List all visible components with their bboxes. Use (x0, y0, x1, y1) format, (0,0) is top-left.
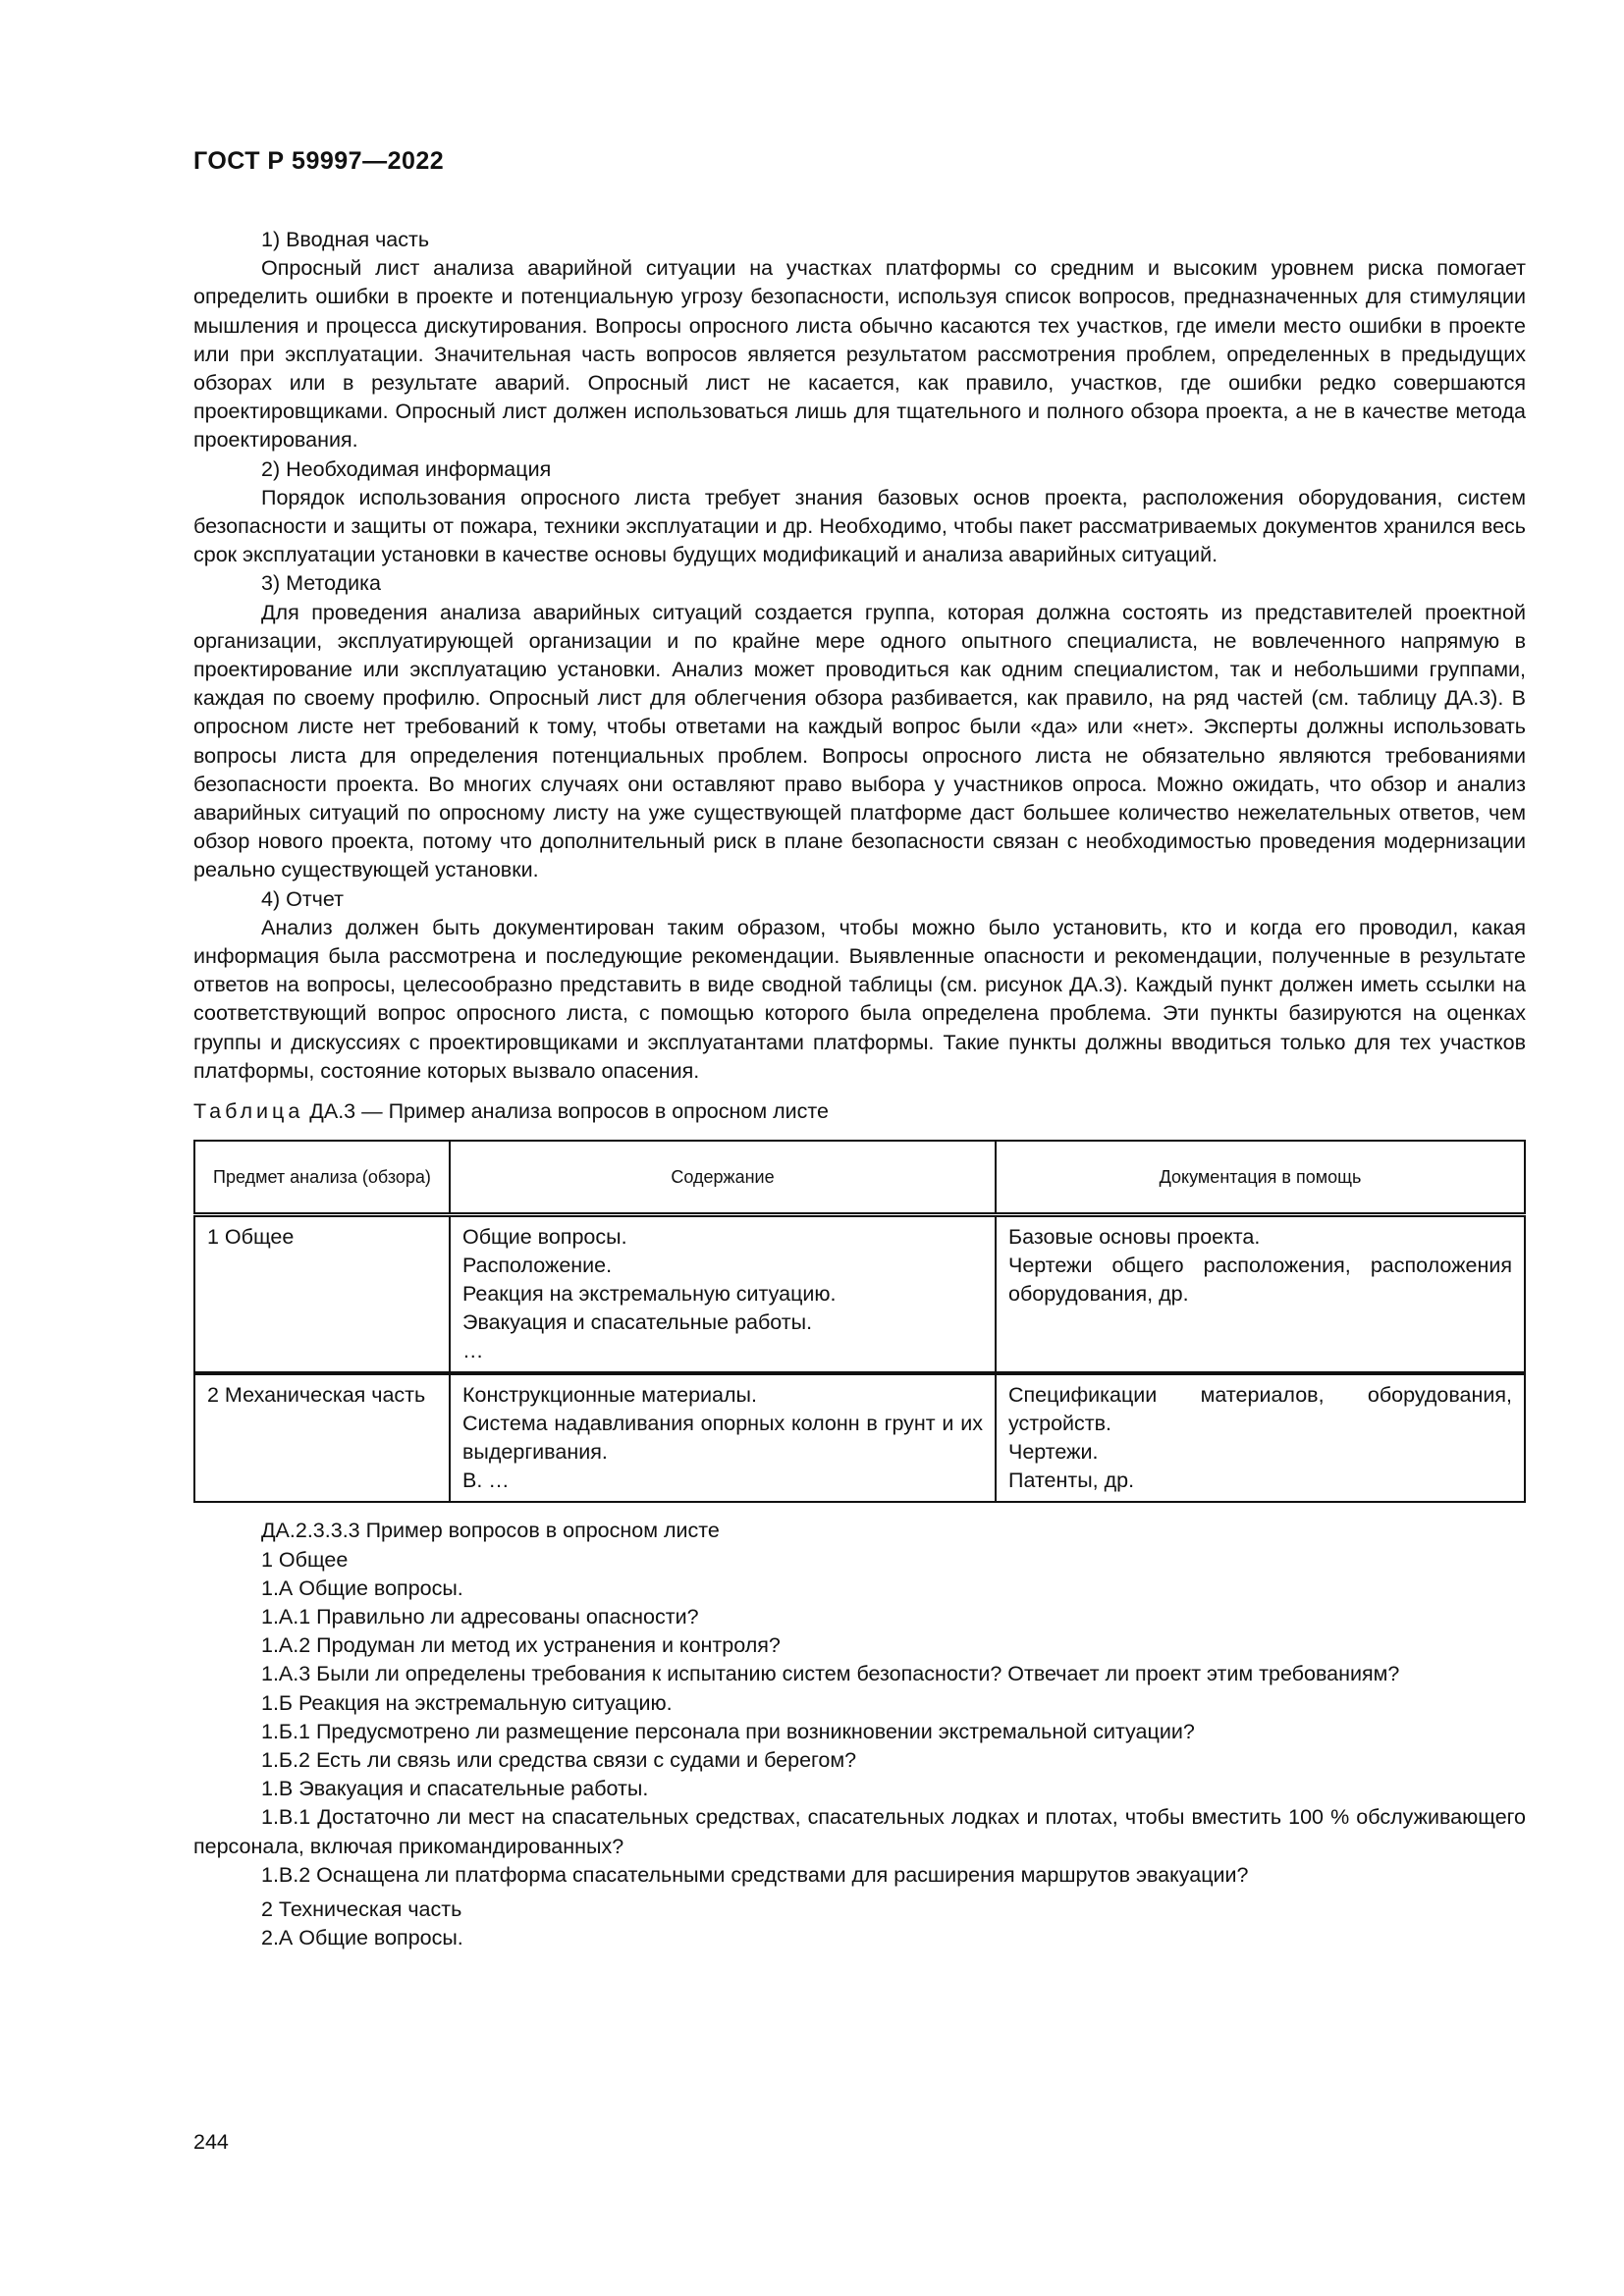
document-id: ГОСТ Р 59997—2022 (193, 147, 445, 175)
docs-line: Чертежи. (1008, 1440, 1099, 1465)
analysis-table (193, 1140, 1526, 1503)
content-line: Реакция на экстремальную ситуацию. (462, 1282, 837, 1307)
docs-line: Спецификации материалов, оборудования, устройств. (1008, 1383, 1512, 1436)
content-line: Общие вопросы. (462, 1225, 627, 1250)
table-row (194, 1215, 1525, 1374)
cell-docs (996, 1373, 1525, 1502)
question-item: 1.А.1 Правильно ли адресованы опасности? (261, 1604, 699, 1629)
question-item: 1.А Общие вопросы. (261, 1575, 463, 1600)
question-item: 1.В.1 Достаточно ли мест на спасательных средствах, спасательных лодках и плотах, чтобы вместить 100 % обслуживающего персонала, включая прикомандированных? (193, 1805, 1526, 1858)
cell-subject: 2 Механическая часть (194, 1373, 450, 1502)
header-subject: Предмет анализа (обзора) (194, 1141, 450, 1215)
content-line: Расположение. (462, 1254, 613, 1278)
table-caption (193, 1097, 1526, 1126)
docs-line: Патенты, др. (1008, 1468, 1135, 1493)
cell-docs (996, 1215, 1525, 1374)
question-item: 1.А.2 Продуман ли метод их устранения и контроля? (261, 1633, 781, 1658)
question-item: 1.Б.1 Предусмотрено ли размещение персонала при возникновении экстремальной ситуации? (261, 1719, 1195, 1743)
section-text: Опросный лист анализа аварийной ситуации на участках платформы со средним и высоким уровнем риска помогает определить ошибки в проекте и потенциальную угрозу безопасности, используя список вопросов, предназначенных для стимуляции мышления и процесса дискутирования. Вопросы опросного листа обычно касаются тех участков, где имели место ошибки в проекте или при эксплуатации. Значительная часть вопросов является результатом рассмотрения проблем, определенных в предыдущих обзорах или в результате аварий. Опросный лист не касается, как правило, участков, где ошибки редко совершаются проектировщиками. Опросный лист должен использоваться лишь для тщательного и полного обзора проекта, а не в качестве метода проектирования. (193, 256, 1526, 453)
table-header-row (194, 1141, 1525, 1215)
docs-line: Чертежи общего расположения, расположения оборудования, др. (1008, 1254, 1512, 1307)
page-body (193, 226, 1526, 1952)
question-item: 1.В.2 Оснащена ли платформа спасательными средствами для расширения маршрутов эвакуации? (261, 1862, 1249, 1887)
section-heading: 4) Отчет (261, 886, 344, 911)
section-heading: 3) Методика (261, 571, 381, 596)
table-row (194, 1373, 1525, 1502)
docs-line: Базовые основы проекта. (1008, 1225, 1261, 1250)
question-item: 2 Техническая часть (261, 1896, 462, 1921)
content-line: В. … (462, 1468, 510, 1493)
content-line: Система надавливания опорных колонн в грунт и их выдергивания. (462, 1412, 983, 1465)
question-list (193, 1517, 1526, 1952)
question-item: 2.А Общие вопросы. (261, 1926, 463, 1950)
table-caption-text: ДА.3 — Пример анализа вопросов в опросном листе (309, 1099, 829, 1124)
cell-subject: 1 Общее (194, 1215, 450, 1374)
question-item: 1 Общее (261, 1547, 349, 1572)
table-caption-label: Таблица (193, 1099, 304, 1124)
section-heading: 1) Вводная часть (261, 228, 430, 251)
question-item: 1.В Эвакуация и спасательные работы. (261, 1777, 649, 1801)
section-text: Для проведения анализа аварийных ситуаций создается группа, которая должна состоять из представителей проектной организации, эксплуатирующей организации и по крайне мере одного опытного специалиста, не вовлеченного напрямую в проектирование или эксплуатацию установки. Анализ может проводиться как одним специалистом, так и небольшими группами, каждая по своему профилю. Опросный лист для облегчения обзора разбивается, как правило, на ряд частей (см. таблицу ДА.3). В опросном листе нет требований к тому, чтобы ответами на каждый вопрос были «да» или «нет». Эксперты должны использовать вопросы листа для определения потенциальных проблем. Вопросы опросного листа не обязательно являются требованиями безопасности проекта. Во многих случаях они оставляют право выбора у участников опроса. Можно ожидать, что обзор и анализ аварийных ситуаций по опросному листу на уже существующей платформе даст большее количество нежелательных ответов, чем обзор нового проекта, потому что дополнительный риск в плане безопасности связан с необходимостью проведения модернизации реально существующей установки. (193, 600, 1526, 882)
question-item: 1.А.3 Были ли определены требования к испытанию систем безопасности? Отвечает ли проект этим требованиям? (261, 1662, 1400, 1686)
section-heading: 2) Необходимая информация (261, 456, 552, 481)
header-docs: Документация в помощь (996, 1141, 1525, 1215)
cell-content (450, 1373, 996, 1502)
section-text: Анализ должен быть документирован таким образом, чтобы можно было установить, кто и когда его проводил, какая информация была рассмотрена и последующие рекомендации. Выявленные опасности и рекомендации, полученные в результате ответов на вопросы, целесообразно представить в виде сводной таблицы (см. рисунок ДА.3). Каждый пункт должен иметь ссылки на соответствующий вопрос опросного листа, с помощью которого была определена проблема. Эти пункты базируются на оценках группы и дискуссиях с проектировщиками и эксплуатантами платформы. Такие пункты должны вводиться только для тех участков платформы, состояние которых вызвало опасения. (193, 915, 1526, 1083)
section-text: Порядок использования опросного листа требует знания базовых основ проекта, расположения оборудования, систем безопасности и защиты от пожара, техники эксплуатации и др. Необходимо, чтобы пакет рассматриваемых документов хранился весь срок эксплуатации установки в качестве основы будущих модификаций и анализа аварийных ситуаций. (193, 485, 1526, 567)
question-item: 1.Б Реакция на экстремальную ситуацию. (261, 1690, 673, 1715)
content-line: … (462, 1339, 484, 1363)
content-line: Эвакуация и спасательные работы. (462, 1310, 813, 1335)
header-content: Содержание (450, 1141, 996, 1215)
question-item: ДА.2.3.3.3 Пример вопросов в опросном листе (261, 1519, 720, 1543)
question-item: 1.Б.2 Есть ли связь или средства связи с судами и берегом? (261, 1747, 857, 1772)
cell-content (450, 1215, 996, 1374)
content-line: Конструкционные материалы. (462, 1383, 757, 1408)
page-number: 244 (193, 2130, 229, 2154)
